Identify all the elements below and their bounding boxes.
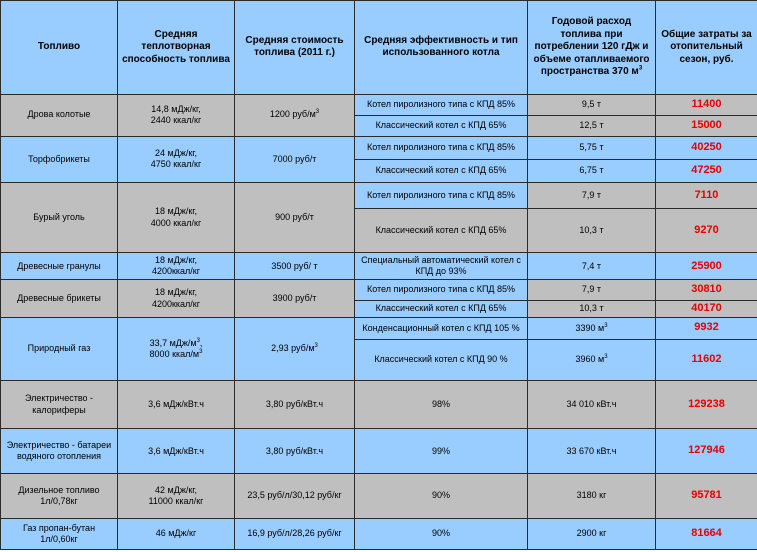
total-cost: 47250 bbox=[656, 159, 757, 182]
total-cost: 11400 bbox=[656, 94, 757, 115]
fuel-calorific: 3,6 мДж/кВт.ч bbox=[118, 381, 235, 429]
consumption: 33 670 кВт.ч bbox=[528, 429, 656, 474]
fuel-name: Древесные брикеты bbox=[1, 280, 118, 317]
header-calorific: Средняя теплотворная способность топлива bbox=[118, 1, 235, 95]
fuel-price bbox=[235, 317, 355, 380]
table-row bbox=[1, 136, 757, 159]
header-boiler: Средняя эффективность и тип использованного котла bbox=[355, 1, 528, 95]
table-row bbox=[1, 317, 757, 339]
fuel-name: Газ пропан-бутан 1л/0,60кг bbox=[1, 518, 118, 549]
total-cost: 127946 bbox=[656, 429, 757, 474]
fuel-price: 3,80 руб/кВт.ч bbox=[235, 381, 355, 429]
consumption: 5,75 т bbox=[528, 136, 656, 159]
fuel-price: 16,9 руб/л/28,26 руб/кг bbox=[235, 518, 355, 549]
consumption: 7,4 т bbox=[528, 253, 656, 280]
header-fuel: Топливо bbox=[1, 1, 118, 95]
fuel-calorific: 46 мДж/кг bbox=[118, 518, 235, 549]
consumption-sup: 3 bbox=[604, 354, 608, 361]
fuel-price: 23,5 руб/л/30,12 руб/кг bbox=[235, 474, 355, 518]
boiler-type: 99% bbox=[355, 429, 528, 474]
fuel-calorific-line2: 8000 ккал/м bbox=[149, 348, 200, 359]
header-price: Средняя стоимость топлива (2011 г.) bbox=[235, 1, 355, 95]
table-row bbox=[1, 94, 757, 115]
fuel-calorific: 3,6 мДж/кВт.ч bbox=[118, 429, 235, 474]
table-row bbox=[1, 182, 757, 208]
table-row bbox=[1, 280, 757, 300]
fuel-name: Дизельное топливо 1л/0,78кг bbox=[1, 474, 118, 518]
consumption: 9,5 т bbox=[528, 94, 656, 115]
consumption-text: 3390 м bbox=[575, 322, 605, 333]
fuel-price-text: 1200 руб/м bbox=[269, 109, 316, 120]
consumption bbox=[528, 317, 656, 339]
header-consumption-sup: 3 bbox=[638, 65, 643, 72]
total-cost: 40250 bbox=[656, 136, 757, 159]
fuel-name: Дрова колотые bbox=[1, 94, 118, 136]
total-cost: 129238 bbox=[656, 381, 757, 429]
consumption-sup: 3 bbox=[604, 322, 608, 329]
fuel-name: Природный газ bbox=[1, 317, 118, 380]
total-cost: 40170 bbox=[656, 300, 757, 317]
fuel-name: Торфобрикеты bbox=[1, 136, 118, 182]
total-cost: 15000 bbox=[656, 115, 757, 136]
boiler-type: 90% bbox=[355, 474, 528, 518]
boiler-type: Классический котел с КПД 90 % bbox=[355, 339, 528, 380]
fuel-name: Бурый уголь bbox=[1, 182, 118, 252]
boiler-type: Специальный автоматический котел с КПД до 93% bbox=[355, 253, 528, 280]
fuel-calorific: 33,7 мДж/$м^3$, 8000 ккал/$м^3$ bbox=[118, 317, 235, 380]
consumption: 7,9 т bbox=[528, 182, 656, 208]
fuel-price: 3900 руб/т bbox=[235, 280, 355, 317]
boiler-type: Классический котел с КПД 65% bbox=[355, 209, 528, 253]
total-cost: 25900 bbox=[656, 253, 757, 280]
fuel-calorific: 24 мДж/кг, 4750 ккал/кг bbox=[118, 136, 235, 182]
fuel-price: 7000 руб/т bbox=[235, 136, 355, 182]
total-cost: 81664 bbox=[656, 518, 757, 549]
fuel-price: 3500 руб/ т bbox=[235, 253, 355, 280]
consumption: 10,3 т bbox=[528, 300, 656, 317]
fuel-calorific-line1-sup: 3 bbox=[196, 337, 200, 344]
consumption: 7,9 т bbox=[528, 280, 656, 300]
fuel-price bbox=[235, 94, 355, 136]
consumption bbox=[528, 339, 656, 380]
header-consumption bbox=[528, 1, 656, 95]
total-cost: 11602 bbox=[656, 339, 757, 380]
fuel-calorific: 18 мДж/кг, 4200ккал/кг bbox=[118, 280, 235, 317]
boiler-type: Котел пиролизного типа с КПД 85% bbox=[355, 136, 528, 159]
fuel-price-text: 2,93 руб/м bbox=[271, 343, 315, 354]
consumption: 3180 кг bbox=[528, 474, 656, 518]
fuel-name: Электричество - калориферы bbox=[1, 381, 118, 429]
fuel-calorific: 18 мДж/кг, 4000 ккал/кг bbox=[118, 182, 235, 252]
consumption: 12,5 т bbox=[528, 115, 656, 136]
fuel-price-sup: 3 bbox=[315, 109, 320, 116]
header-row bbox=[1, 1, 757, 95]
consumption: 6,75 т bbox=[528, 159, 656, 182]
fuel-name: Электричество - батареи водяного отопления bbox=[1, 429, 118, 474]
fuel-price: 3,80 руб/кВт.ч bbox=[235, 429, 355, 474]
total-cost: 30810 bbox=[656, 280, 757, 300]
boiler-type: 90% bbox=[355, 518, 528, 549]
fuel-calorific: 18 мДж/кг, 4200ккал/кг bbox=[118, 253, 235, 280]
fuel-name: Древесные гранулы bbox=[1, 253, 118, 280]
table-row bbox=[1, 518, 757, 549]
total-cost: 7110 bbox=[656, 182, 757, 208]
fuel-calorific-line2-sup: 3 bbox=[199, 348, 203, 355]
total-cost: 9932 bbox=[656, 317, 757, 339]
consumption: 2900 кг bbox=[528, 518, 656, 549]
boiler-type: Классический котел с КПД 65% bbox=[355, 159, 528, 182]
boiler-type: Классический котел с КПД 65% bbox=[355, 115, 528, 136]
boiler-type: Классический котел с КПД 65% bbox=[355, 300, 528, 317]
table-row bbox=[1, 253, 757, 280]
fuel-calorific: 42 мДж/кг, 11000 ккал/кг bbox=[118, 474, 235, 518]
boiler-type: 98% bbox=[355, 381, 528, 429]
table-row bbox=[1, 474, 757, 518]
table-row bbox=[1, 429, 757, 474]
consumption: 10,3 т bbox=[528, 209, 656, 253]
boiler-type: Конденсационный котел с КПД 105 % bbox=[355, 317, 528, 339]
consumption: 34 010 кВт.ч bbox=[528, 381, 656, 429]
boiler-type: Котел пиролизного типа с КПД 85% bbox=[355, 94, 528, 115]
boiler-type: Котел пиролизного типа с КПД 85% bbox=[355, 182, 528, 208]
fuel-price: 900 руб/т bbox=[235, 182, 355, 252]
fuel-calorific: 14,8 мДж/кг, 2440 ккал/кг bbox=[118, 94, 235, 136]
fuel-calorific-line1: 33,7 мДж/м bbox=[149, 337, 197, 348]
consumption-text: 3960 м bbox=[575, 354, 605, 365]
header-total: Общие затраты за отопительный сезон, руб. bbox=[656, 1, 757, 95]
boiler-type: Котел пиролизного типа с КПД 85% bbox=[355, 280, 528, 300]
table-row bbox=[1, 381, 757, 429]
header-consumption-text: Годовой расход топлива при потреблении 120 гДж и объеме отапливаемого пространства 370 м bbox=[533, 16, 650, 77]
total-cost: 9270 bbox=[656, 209, 757, 253]
total-cost: 95781 bbox=[656, 474, 757, 518]
fuel-price-sup: 3 bbox=[314, 343, 318, 350]
